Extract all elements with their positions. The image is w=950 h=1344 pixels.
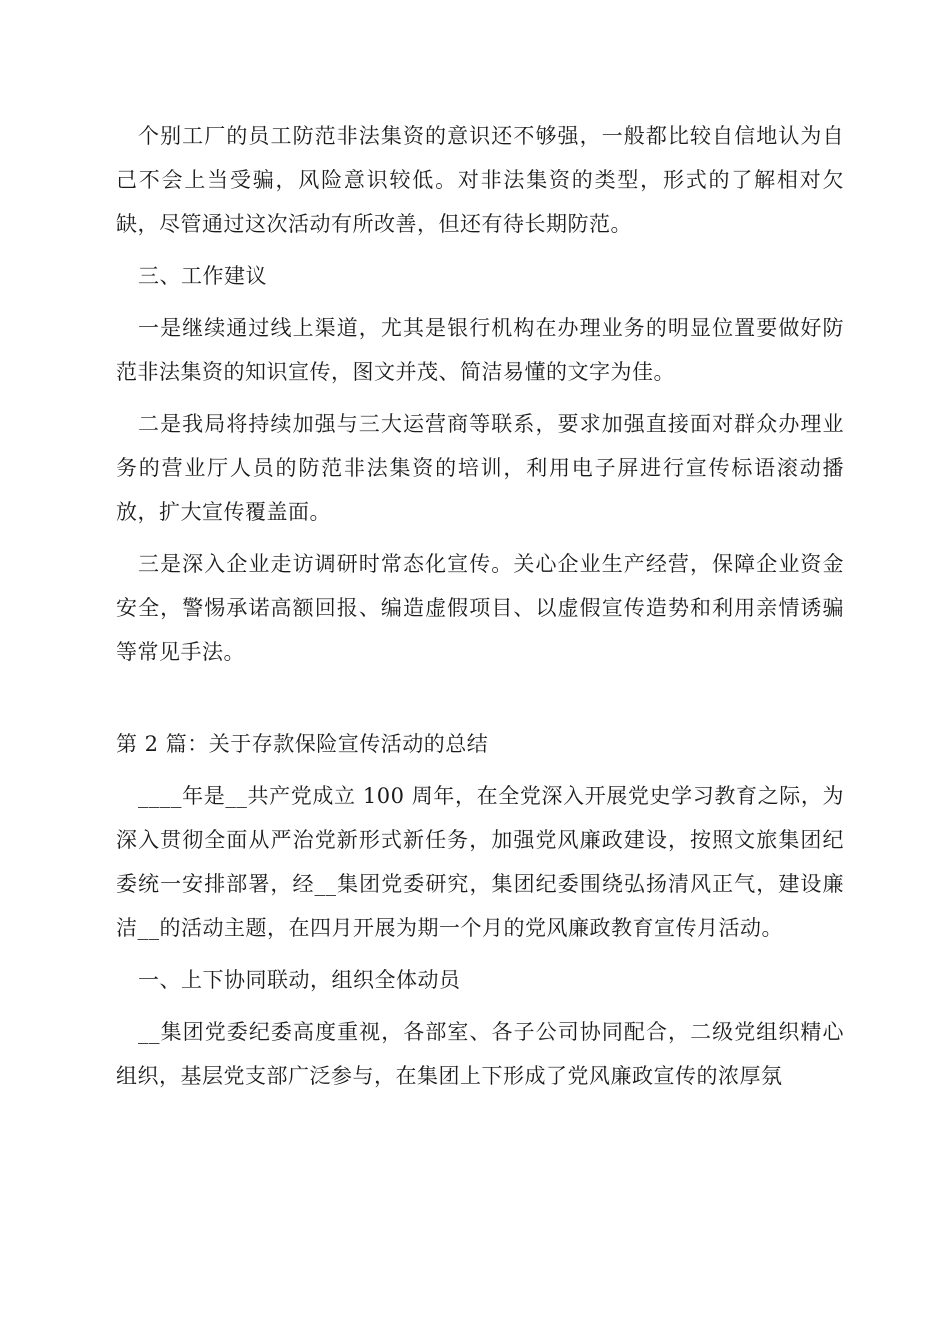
document-body	[116, 114, 844, 1106]
heading-work-suggestions: 三、工作建议	[138, 264, 267, 288]
paragraph-suggestion-3: 三是深入企业走访调研时常态化宣传。关心企业生产经营，保障企业资金安全，警惕承诺高额回报、编造虚假项目、以虚假宣传造势和利用亲情诱骗等常见手法。	[116, 552, 844, 664]
paragraph-intro: ____年是__共产党成立 100 周年，在全党深入开展党史学习教育之际，为深入贯彻全面从严治党新形式新任务，加强党风廉政建设，按照文旅集团纪委统一安排部署，经__集团党委研究，集团纪委围绕弘扬清风正气，建设廉洁__的活动主题，在四月开展为期一个月的党风廉政教育宣传月活动。	[116, 784, 844, 940]
article-title: 第 2 篇：关于存款保险宣传活动的总结	[116, 732, 489, 756]
heading-section-1: 一、上下协同联动，组织全体动员	[138, 968, 461, 992]
paragraph-section-1: __集团党委纪委高度重视，各部室、各子公司协同配合，二级党组织精心组织，基层党支部广泛参与，在集团上下形成了党风廉政宣传的浓厚氛	[116, 1020, 844, 1088]
paragraph-suggestion-1: 一是继续通过线上渠道，尤其是银行机构在办理业务的明显位置要做好防范非法集资的知识宣传，图文并茂、简洁易懂的文字为佳。	[116, 316, 844, 384]
paragraph-suggestion-2: 二是我局将持续加强与三大运营商等联系，要求加强直接面对群众办理业务的营业厅人员的防范非法集资的培训，利用电子屏进行宣传标语滚动播放，扩大宣传覆盖面。	[116, 412, 844, 524]
paragraph-awareness: 个别工厂的员工防范非法集资的意识还不够强，一般都比较自信地认为自己不会上当受骗，风险意识较低。对非法集资的类型，形式的了解相对欠缺，尽管通过这次活动有所改善，但还有待长期防范。	[116, 124, 844, 236]
